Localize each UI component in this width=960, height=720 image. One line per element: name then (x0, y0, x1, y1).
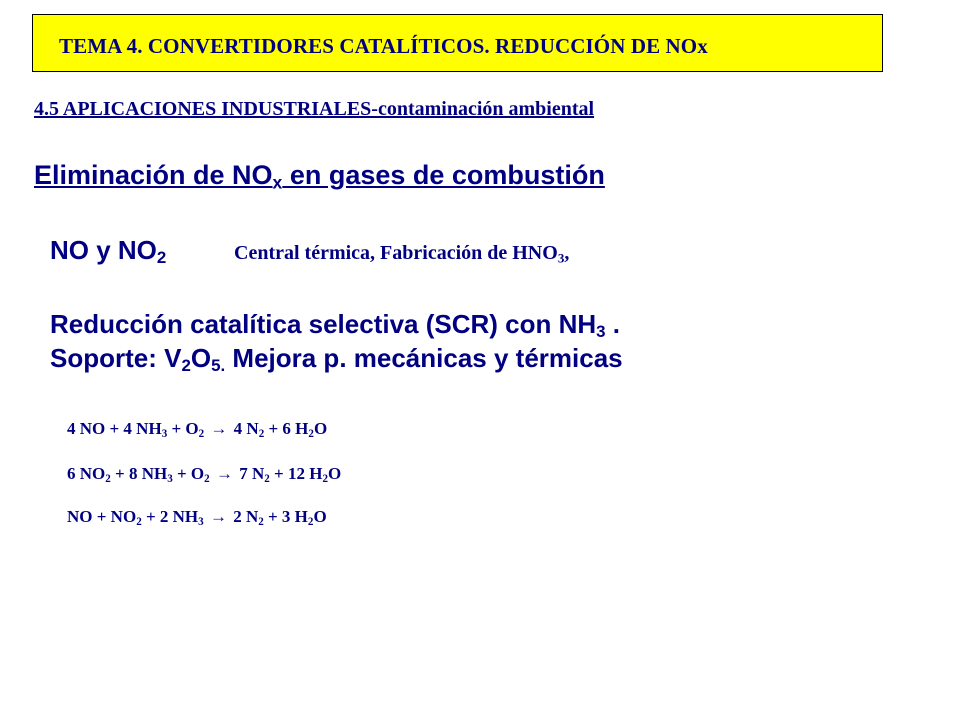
support-line (50, 343, 623, 374)
slide-title: TEMA 4. CONVERTIDORES CATALÍTICOS. REDUCCIÓN DE NOx (59, 34, 708, 58)
eq3-e: O (313, 507, 327, 526)
scr-line (50, 309, 620, 340)
eq2-e-sub: 2 (322, 472, 328, 485)
eq1-c: 4 N (229, 419, 259, 438)
eq1-a-sub: 3 (161, 427, 168, 440)
eq1-a: 4 NO + 4 NH (67, 419, 162, 438)
sources-prefix: Central térmica, Fabricación de HNO (234, 242, 558, 264)
scr-sub: 3 (596, 322, 606, 342)
equation-1 (67, 419, 327, 439)
eq2-e: + 12 H (269, 464, 323, 483)
eq1-c-sub: 2 (258, 427, 265, 440)
title-box (32, 14, 883, 72)
species-prefix: NO y NO (50, 235, 157, 265)
heading-sub: x (272, 172, 283, 193)
eq1-d: + 6 H (264, 419, 309, 438)
species-sub: 2 (156, 248, 167, 268)
eq1-b: + O (167, 419, 199, 438)
eq1-e: O (313, 419, 328, 438)
reaction-arrow-icon: → (215, 464, 233, 483)
topic-heading (34, 160, 605, 191)
reaction-arrow-icon: → (209, 507, 227, 526)
eq3-c-sub: 2 (258, 515, 264, 528)
section-label: 4.5 APLICACIONES INDUSTRIALES-contaminación ambiental (34, 98, 595, 120)
eq2-c: + O (172, 464, 205, 483)
sources-sub: 3 (557, 250, 565, 266)
heading-suffix: en gases de combustión (282, 160, 605, 190)
support-s2: 5. (211, 356, 226, 376)
eq2-a: 6 NO (67, 464, 106, 483)
eq3-b: + 2 NH (141, 507, 199, 526)
support-p1: Soporte: V (50, 343, 182, 373)
eq2-b-sub: 3 (167, 472, 173, 485)
sources-label (234, 242, 569, 265)
eq3-a-sub: 2 (136, 515, 142, 528)
eq1-d-sub: 2 (308, 427, 314, 440)
species-label (50, 235, 166, 266)
eq3-d-sub: 2 (307, 515, 314, 528)
eq3-d: + 3 H (263, 507, 308, 526)
equation-3 (67, 507, 327, 527)
eq2-c-sub: 2 (204, 472, 210, 485)
eq2-d: 7 N (234, 464, 265, 483)
support-p2: O (190, 343, 212, 373)
support-p3: Mejora p. mecánicas y térmicas (225, 343, 623, 373)
equation-2 (67, 464, 341, 484)
eq3-b-sub: 3 (198, 515, 204, 528)
eq3-c: 2 N (228, 507, 259, 526)
eq2-b: + 8 NH (110, 464, 168, 483)
scr-prefix: Reducción catalítica selectiva (SCR) con NH (50, 309, 597, 339)
sources-suffix: , (564, 242, 570, 264)
eq2-d-sub: 2 (264, 472, 270, 485)
eq3-a: NO + NO (67, 507, 137, 526)
scr-suffix: . (605, 309, 621, 339)
eq1-b-sub: 2 (198, 427, 205, 440)
eq2-a-sub: 2 (105, 472, 111, 485)
support-s1: 2 (181, 356, 191, 376)
reaction-arrow-icon: → (210, 419, 228, 438)
heading-prefix: Eliminación de NO (34, 160, 273, 190)
eq2-f: O (327, 464, 342, 483)
